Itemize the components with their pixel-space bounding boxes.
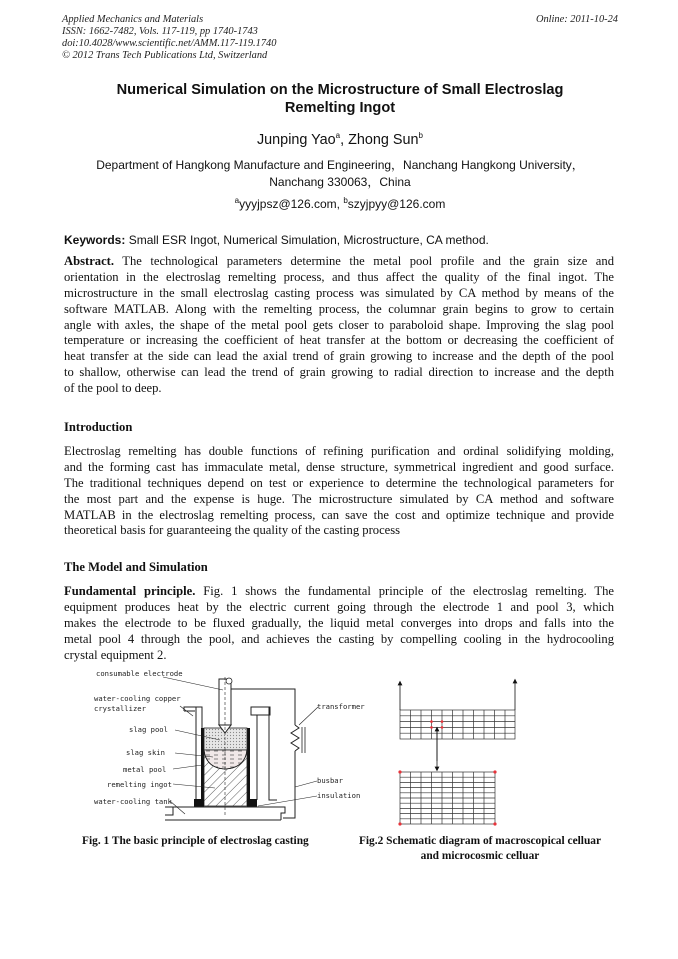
abstract xyxy=(64,254,614,397)
affiliation-line-2: Nanchang 330063，China xyxy=(269,175,411,189)
abstract-line: orientation in the electroslag remelting process, and thus affect the quality of the final ingot. The xyxy=(64,269,614,284)
copyright-line: © 2012 Trans Tech Publications Ltd, Switzerland xyxy=(62,50,268,61)
email-b-mark: b xyxy=(343,196,348,205)
abstract-line: to shallow, otherwise can lead the trend of grain growing to radial direction to increase and the depth xyxy=(64,365,614,380)
abstract-line: The technological parameters determine the metal pool profile and the grain size and xyxy=(114,254,614,268)
keywords-label: Keywords: xyxy=(64,233,126,247)
figure-2-caption-line-1: Fig.2 Schematic diagram of macroscopical celluar xyxy=(358,835,602,847)
model-line: makes the electrode to be fluxed gradually, the liquid metal converges into drops and falls into the xyxy=(64,615,614,630)
label-metal-pool: metal pool xyxy=(123,765,167,774)
email-a-mark: a xyxy=(234,196,240,205)
label-remelting-ingot: remelting ingot xyxy=(107,780,172,789)
figure-2 xyxy=(395,665,535,830)
label-insulation: insulation xyxy=(317,791,361,800)
online-date: Online: 2011-10-24 xyxy=(535,14,618,25)
author-2: Zhong Sun xyxy=(348,132,419,148)
email-a[interactable]: yyyjpsz@126.com, xyxy=(239,197,344,211)
authors xyxy=(60,132,620,148)
label-slag-skin: slag skin xyxy=(126,748,165,757)
author-separator: , xyxy=(340,132,349,148)
electroslag-furnace-diagram xyxy=(85,665,350,835)
intro-line: The traditional techniques depend on test or experience to determine the technological parameters for xyxy=(64,475,614,490)
author-emails xyxy=(60,197,620,211)
label-busbar: busbar xyxy=(317,776,343,785)
title-line-1: Numerical Simulation on the Microstructure of Small Electroslag xyxy=(116,82,564,98)
intro-line: theoretical basis for guaranteeing the quality of the casting process xyxy=(64,523,401,538)
model-line: crystal equipment 2. xyxy=(64,647,167,662)
label-water-cooling-tank: water-cooling tank xyxy=(94,797,172,806)
micro-grid xyxy=(400,772,495,824)
label-consumable-electrode: consumable electrode xyxy=(96,669,183,678)
abstract-line: microstructure in the small electroslag casting process was simulated by CA method by means of the xyxy=(64,285,614,300)
title-line-2: Remelting Ingot xyxy=(284,100,396,116)
cellular-grid-diagram xyxy=(395,665,535,830)
journal-header xyxy=(62,14,276,62)
figure-2-caption-line-2: and microcosmic celluar xyxy=(420,850,540,862)
model-lead: Fundamental principle. xyxy=(64,584,196,598)
author-2-mark: b xyxy=(418,131,423,141)
email-b[interactable]: szyjpyy@126.com xyxy=(347,197,446,211)
model-line: metal pool 4 through the pool, and achieves the casting by compelling cooling in the hydrocooling xyxy=(64,631,614,646)
abstract-line: of the pool to deep. xyxy=(64,381,162,396)
intro-line: MATLAB in the electroslag remelting process, can save the cost and optimize technique and provide xyxy=(64,507,614,522)
intro-line: and the forming cast has immaculate metal, dense structure, symmetrical ingredient and good surface. xyxy=(64,459,614,474)
model-body xyxy=(64,584,614,663)
model-heading: The Model and Simulation xyxy=(64,560,208,574)
model-line: equipment produces heat by the electric current going through the electrode 1 and pool 3, which xyxy=(64,599,614,614)
introduction-heading: Introduction xyxy=(64,420,133,434)
introduction-body xyxy=(64,444,614,539)
affiliation-line-1: Department of Hangkong Manufacture and Engineering，Nanchang Hangkong University， xyxy=(96,158,584,172)
abstract-line: angle with axles, the shape of the metal pool gets closer to paraboloid shape. Improving the slag pool xyxy=(64,317,614,332)
abstract-line: temperature or increasing the coefficient of heat transfer at the bottom or decreasing the coefficient of xyxy=(64,333,614,348)
author-1: Junping Yao xyxy=(256,132,336,148)
figure-1-caption: Fig. 1 The basic principle of electroslag casting xyxy=(82,835,309,847)
abstract-line: heat transfer at the side can lead the axial trend of grain growing to increase and the depth of the pool xyxy=(64,349,614,364)
macro-grid xyxy=(400,710,515,739)
label-transformer: transformer xyxy=(317,702,365,711)
model-line: Fig. 1 shows the fundamental principle of the electroslag remelting. The xyxy=(195,584,615,598)
label-water-cooling-copper: water-cooling copper xyxy=(94,694,181,703)
journal-name: Applied Mechanics and Materials xyxy=(62,14,204,25)
doi-link[interactable]: doi:10.4028/www.scientific.net/AMM.117-119.1740 xyxy=(62,38,277,49)
label-crystallizer: crystallizer xyxy=(94,704,146,713)
figure-1 xyxy=(85,665,365,835)
affiliation xyxy=(40,157,640,191)
intro-line: the most part and the expense is huge. The microstructure simulated by CA method and software xyxy=(64,491,614,506)
keywords xyxy=(64,233,489,247)
paper-title xyxy=(60,81,620,117)
issn-line: ISSN: 1662-7482, Vols. 117-119, pp 1740-1743 xyxy=(62,26,258,37)
author-1-mark: a xyxy=(335,131,341,141)
keywords-text: Small ESR Ingot, Numerical Simulation, Microstructure, CA method. xyxy=(125,233,489,247)
figure-2-caption xyxy=(340,834,620,864)
intro-line: Electroslag remelting has double functions of refining purification and ordinal solidifying molding, xyxy=(64,444,614,458)
abstract-label: Abstract. xyxy=(64,254,115,268)
abstract-line: software MATLAB. Along with the remelting process, the columnar grain begins to grow to certain xyxy=(64,301,614,316)
label-slag-pool: slag pool xyxy=(129,725,168,734)
